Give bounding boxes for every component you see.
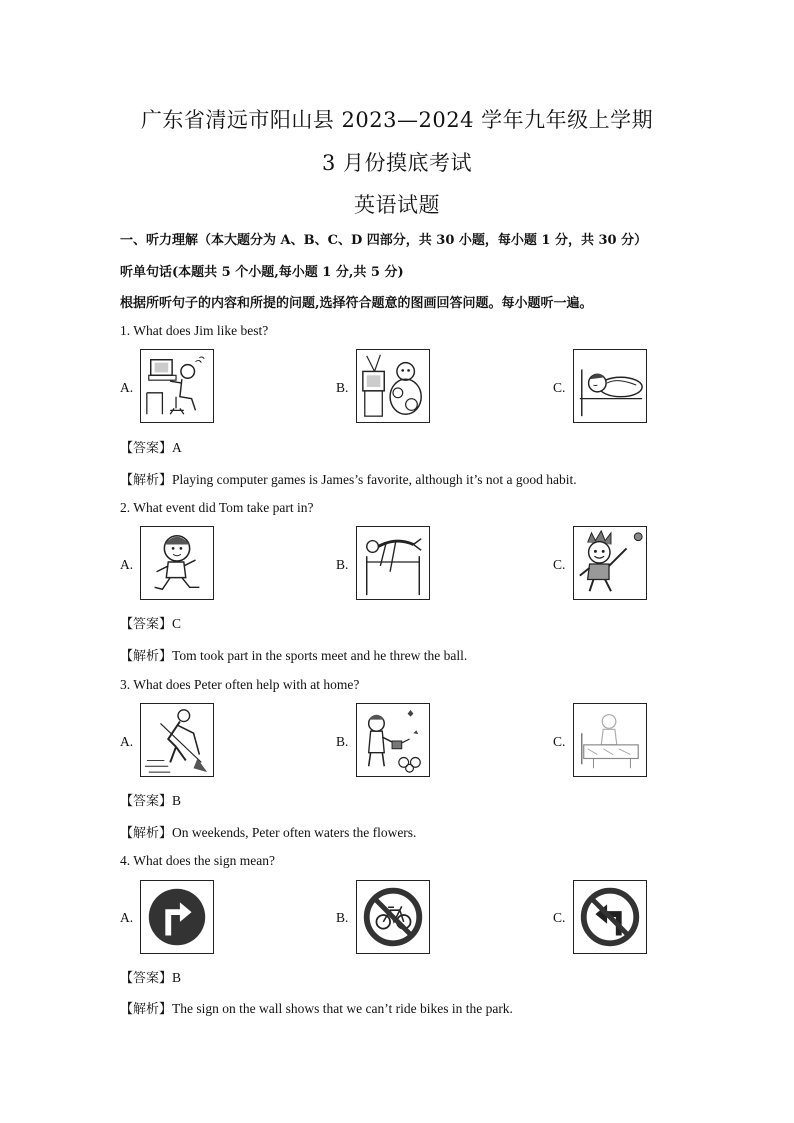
option-b-label: B. [336,910,349,925]
option-c-label: C. [553,734,566,749]
option-b-picture[interactable] [356,703,430,777]
option-b-label: B. [336,734,349,749]
option-b-picture[interactable] [356,349,430,423]
option-b-picture[interactable] [356,880,430,954]
answer-line [120,790,181,809]
analysis-line [120,469,577,488]
option-a-picture[interactable] [140,526,214,600]
watering-flowers-icon [357,704,429,776]
tv-dog-icon [357,350,429,422]
answer-value: A [172,440,182,455]
analysis-text: On weekends, Peter often waters the flowers. [172,825,417,840]
option-a-label: A. [120,557,134,572]
option-c-label: C. [553,380,566,395]
option-a-label: A. [120,380,134,395]
option-c-label: C. [553,557,566,572]
running-boy-icon [141,527,213,599]
option-b-picture[interactable] [356,526,430,600]
analysis-line [120,645,467,664]
option-a-label: A. [120,734,134,749]
option-b-label: B. [336,380,349,395]
section-subheading: 听单句话(本题共 5 个小题,每小题 1 分,共 5 分) [120,265,404,280]
option-a-label: A. [120,910,134,925]
sleeping-boy-icon [574,350,646,422]
ball-throw-icon [574,527,646,599]
analysis-tag: 【解析】 [120,826,173,841]
computer-user-icon [141,350,213,422]
analysis-tag: 【解析】 [120,1002,173,1017]
option-a-picture[interactable] [140,880,214,954]
question-text: 4. What does the sign mean? [120,853,275,868]
no-left-turn-sign-icon [574,881,646,953]
answer-value: B [172,970,182,985]
page-title-line2: 3 月份摸底考试 [321,151,473,175]
section-heading: 一、听力理解（本大题分为 A、B、C、D 四部分，共 30 小题，每小题 1 分，共 30 分） [120,233,648,248]
analysis-tag: 【解析】 [120,473,173,488]
answer-line [120,613,181,632]
option-c-picture[interactable] [573,526,647,600]
section-instruction: 根据所听句子的内容和所提的问题,选择符合题意的图画回答问题。每小题听一遍。 [120,296,593,311]
answer-tag: 【答案】 [120,971,173,986]
option-c-label: C. [553,910,566,925]
answer-line [120,967,181,986]
question-text: 3. What does Peter often help with at home? [120,677,360,692]
page-title-line3: 英语试题 [354,193,440,217]
answer-tag: 【答案】 [120,617,173,632]
question-text: 1. What does Jim like best? [120,323,269,338]
answer-value: B [172,793,182,808]
option-b-label: B. [336,557,349,572]
analysis-line [120,822,416,841]
analysis-tag: 【解析】 [120,649,173,664]
answer-line [120,437,182,456]
option-c-picture[interactable] [573,703,647,777]
analysis-line [120,998,513,1017]
analysis-text: Playing computer games is James’s favorite, although it’s not a good habit. [172,472,577,487]
no-bikes-sign-icon [357,881,429,953]
high-jump-icon [357,527,429,599]
answer-tag: 【答案】 [120,794,173,809]
option-c-picture[interactable] [573,880,647,954]
option-c-picture[interactable] [573,349,647,423]
question-text: 2. What event did Tom take part in? [120,500,314,515]
turn-right-sign-icon [141,881,213,953]
analysis-text: The sign on the wall shows that we can’t ride bikes in the park. [172,1001,513,1016]
answer-value: C [172,616,182,631]
sweeping-man-icon [141,704,213,776]
page-title-line1: 广东省清远市阳山县 2023—2024 学年九年级上学期 [140,108,654,132]
analysis-text: Tom took part in the sports meet and he threw the ball. [172,648,468,663]
child-at-table-icon [574,704,646,776]
option-a-picture[interactable] [140,349,214,423]
answer-tag: 【答案】 [120,441,173,456]
option-a-picture[interactable] [140,703,214,777]
